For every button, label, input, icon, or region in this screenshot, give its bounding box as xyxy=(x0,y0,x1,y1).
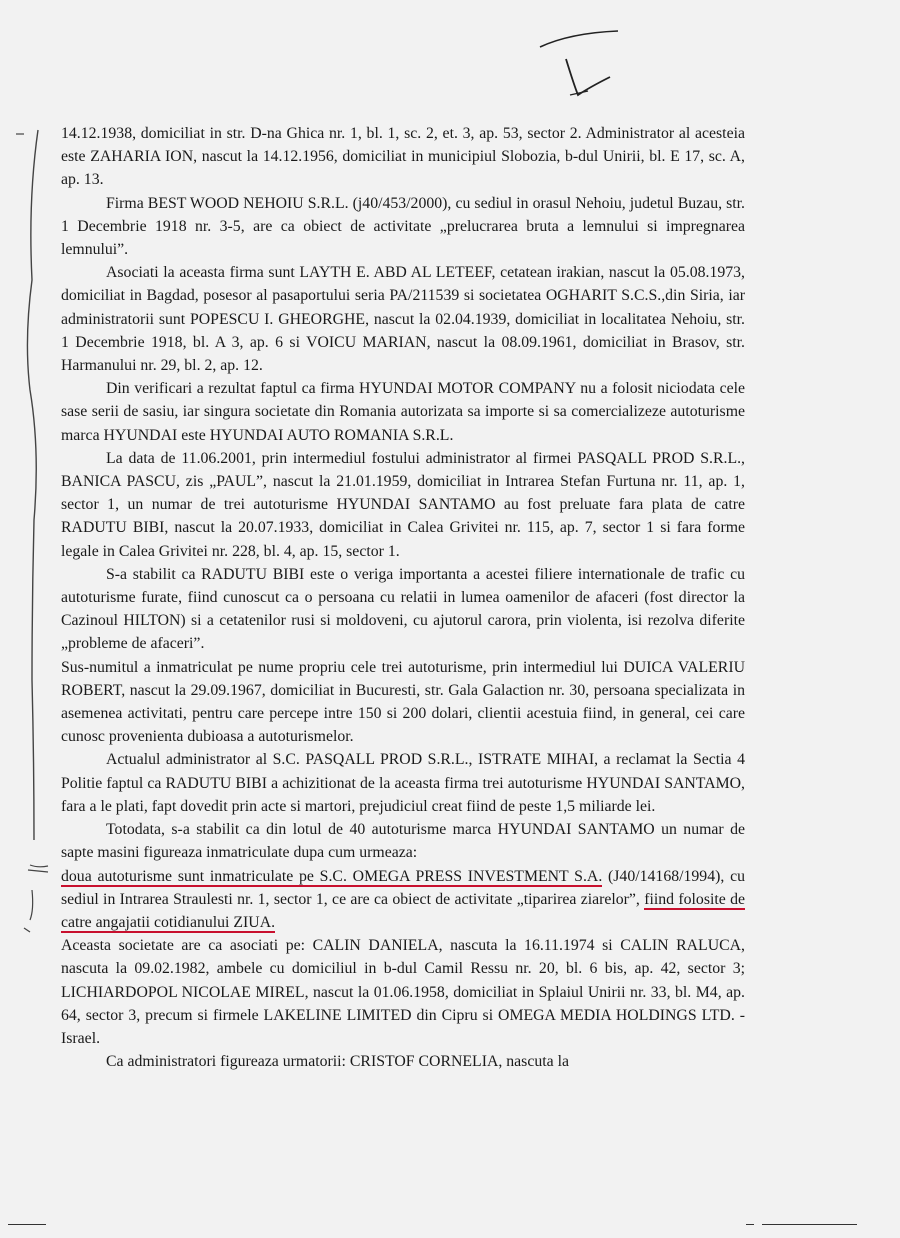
handwritten-mark-icon xyxy=(530,25,630,105)
paragraph: Totodata, s-a stabilit ca din lotul de 40 autoturisme marca HYUNDAI SANTAMO un numar de sapte masini figureaza inmatriculate dupa cum urmeaza: xyxy=(61,821,745,862)
paragraph-highlighted xyxy=(61,865,745,935)
paragraph: Firma BEST WOOD NEHOIU S.R.L. (j40/453/2000), cu sediul in orasul Nehoiu, judetul Buzau, str. 1 Decembrie 1918 nr. 3-5, are ca obiect de activitate „prelucrarea bruta a lemnului si impregnarea lemnului”. xyxy=(61,194,745,259)
paragraph: 14.12.1938, domiciliat in str. D-na Ghica nr. 1, bl. 1, sc. 2, et. 3, ap. 53, sector 2. Administrator al acesteia este ZAHARIA ION, nascut la 14.12.1956, domiciliat in municipiul Slobozia, b-dul Unirii, bl. E 17, sc. A, ap. 13. xyxy=(61,125,745,189)
underlined-phrase: fiind folosite de catre angajatii cotidianului ZIUA. xyxy=(61,890,745,931)
paragraph: Din verificari a rezultat faptul ca firma HYUNDAI MOTOR COMPANY nu a folosit niciodata cele sase serii de sasiu, iar singura societate din Romania autorizata sa importe si sa comercializeze autoturisme marca HYUNDAI este HYUNDAI AUTO ROMANIA S.R.L. xyxy=(61,380,745,444)
paragraph: Ca administratori figureaza urmatorii: CRISTOF CORNELIA, nascuta la xyxy=(106,1053,569,1071)
paragraph: Actualul administrator al S.C. PASQALL PROD S.R.L., ISTRATE MIHAI, a reclamat la Sectia 4 Politie faptul ca RADUTU BIBI a achizitionat de la aceasta firma trei autoturisme HYUNDAI SANTAMO, fara a le plati, fapt dovedit prin acte si martori, prejudiciul creat fiind de peste 1,5 miliarde lei. xyxy=(61,751,745,815)
document-body xyxy=(61,122,745,1073)
paragraph: Asociati la aceasta firma sunt LAYTH E. ABD AL LETEEF, cetatean irakian, nascut la 05.08.1973, domiciliat in Bagdad, posesor al pasaportului seria PA/211539 si societatea OGHARIT S.C.S.,din Siria, iar administratorii sunt POPESCU I. GHEORGHE, nascut la 02.04.1939, domiciliat in localitatea Nehoiu, str. 1 Decembrie 1918, bl. A 3, ap. 6 si VOICU MARIAN, nascut la 08.09.1961, domiciliat in Brasov, str. Harmanului nr. 29, bl. 2, ap. 12. xyxy=(61,264,745,375)
footer-rule xyxy=(762,1224,857,1225)
paragraph: Sus-numitul a inmatriculat pe nume propriu cele trei autoturisme, prin intermediul lui DUICA VALERIU ROBERT, nascut la 29.09.1967, domiciliat in Bucuresti, str. Gala Galaction nr. 30, persoana specializata in asemenea activitati, pentru care percepe intre 150 si 200 dolari, clientii acestuia fiind, in general, cei care cunosc provenienta dubioasa a autoturismelor. xyxy=(61,658,745,746)
footer-rule xyxy=(746,1224,754,1225)
paragraph-text: (J40/14168/1994), cu sediul in Intrarea Straulesti nr. 1, sector 1, ce are ca obiect de activitate „tiparirea ziarelor”, xyxy=(61,867,745,908)
footer-rule xyxy=(8,1224,46,1225)
paragraph: Aceasta societate are ca asociati pe: CALIN DANIELA, nascuta la 16.11.1974 si CALIN RALUCA, nascuta la 09.02.1982, ambele cu domiciliul in b-dul Camil Ressu nr. 20, bl. 6 bis, ap. 42, sector 3; LICHIARDOPOL NICOLAE MIREL, nascut la 01.06.1958, domiciliat in Splaiul Unirii nr. 33, bl. M4, ap. 64, sector 3, precum si firmele LAKELINE LIMITED din Cipru si OMEGA MEDIA HOLDINGS LTD. - Israel. xyxy=(61,937,745,1047)
underlined-phrase: doua autoturisme sunt inmatriculate pe S.C. OMEGA PRESS INVESTMENT S.A. xyxy=(61,867,603,885)
paragraph: S-a stabilit ca RADUTU BIBI este o veriga importanta a acestei filiere internationale de trafic cu autoturisme furate, fiind cunoscut ca o persoana cu relatii in lumea oamenilor de afaceri (fost director la Cazinoul HILTON) si a cetatenilor rusi si moldoveni, cu ajutorul carora, prin violenta, isi rezolva diferite „probleme de afaceri”. xyxy=(61,565,745,653)
paragraph: La data de 11.06.2001, prin intermediul fostului administrator al firmei PASQALL PROD S.R.L., BANICA PASCU, zis „PAUL”, nascut la 21.01.1959, domiciliat in Intrarea Stefan Furtuna nr. 11, ap. 1, sector 1, un numar de trei autoturisme HYUNDAI SANTAMO au fost preluate fara plata de catre RADUTU BIBI, nascut la 20.07.1933, domiciliat in Calea Grivitei nr. 115, ap. 7, sector 1 si fara forme legale in Calea Grivitei nr. 228, bl. 4, ap. 15, sector 1. xyxy=(61,449,745,560)
margin-annotation-line xyxy=(14,120,54,940)
